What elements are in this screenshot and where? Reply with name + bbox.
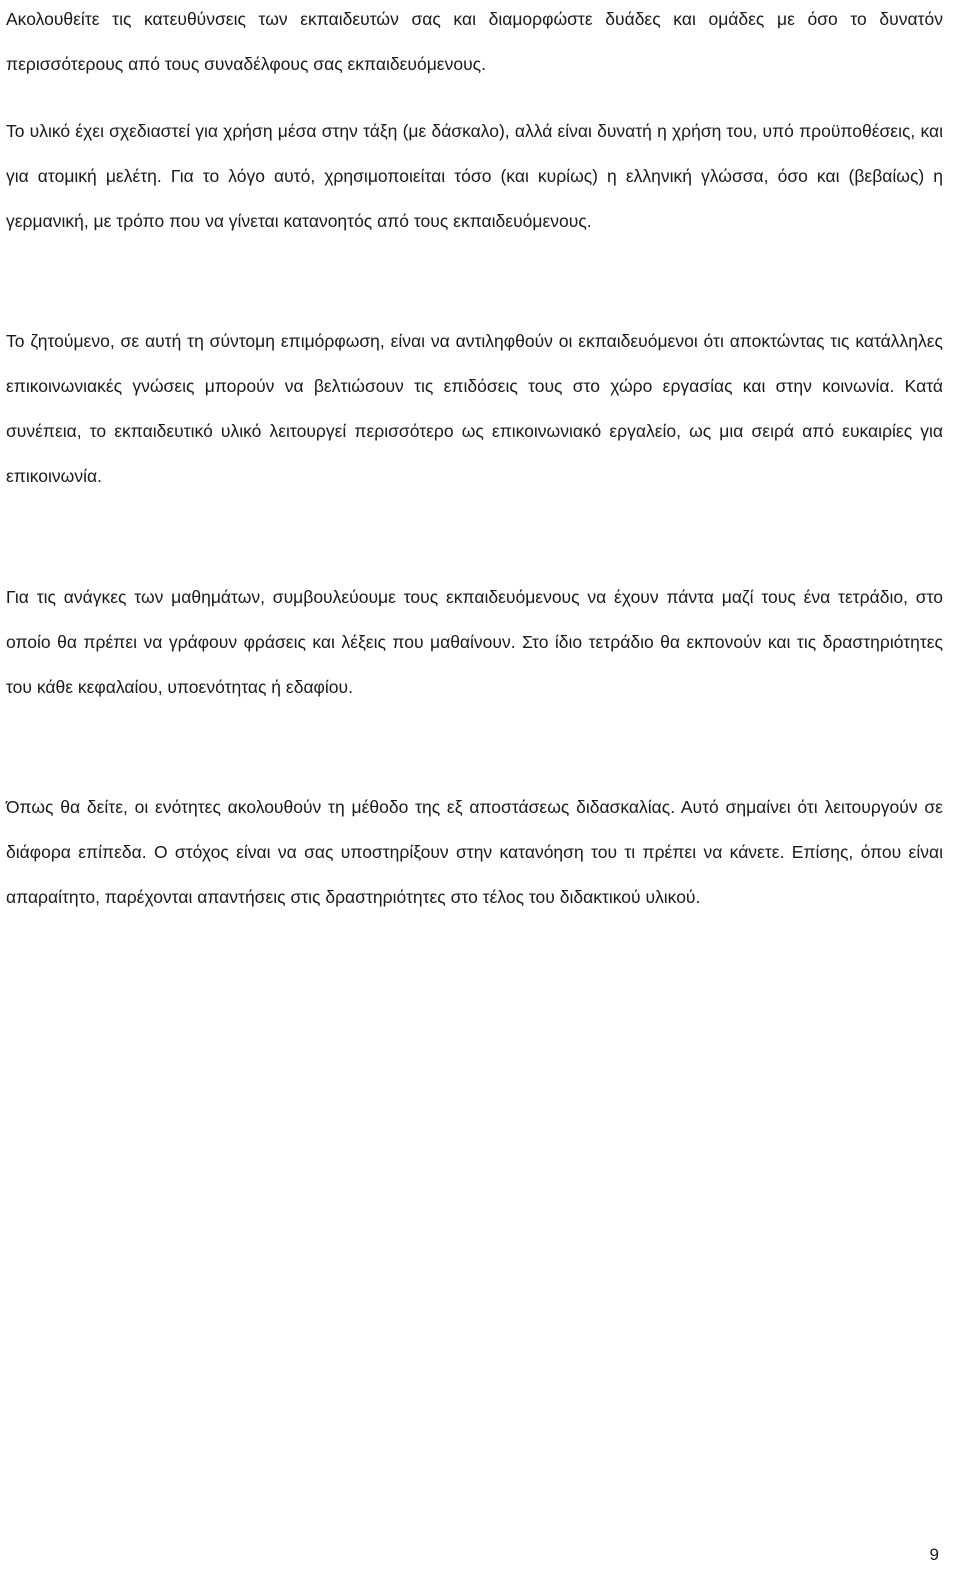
paragraph-material-usage: Το υλικό έχει σχεδιαστεί για χρήση μέσα στην τάξη (με δάσκαλο), αλλά είναι δυνατή η χρήση του, υπό προϋποθέσεις, και για ατομική μελέτη. Για το λόγο αυτό, χρησιμοποιείται τόσο (και κυρίως) η ελληνική γλώσσα, όσο και (βεβαίως) η γερμανική, με τρόπο που να γίνεται κατανοητός από τους εκπαιδευόμενους.	[6, 121, 943, 231]
page-number: 9	[929, 1545, 939, 1564]
document-page	[6, 0, 943, 1594]
paragraph-notebook-advice: Για τις ανάγκες των μαθημάτων, συμβουλεύουμε τους εκπαιδευόμενους να έχουν πάντα μαζί τους ένα τετράδιο, στο οποίο θα πρέπει να γράφουν φράσεις και λέξεις που μαθαίνουν. Στο ίδιο τετράδιο θα εκπονούν και τις δραστηριότητες του κάθε κεφαλαίου, υποενότητας ή εδαφίου.	[6, 587, 943, 697]
paragraph-training-goal: Το ζητούμενο, σε αυτή τη σύντομη επιμόρφωση, είναι να αντιληφθούν οι εκπαιδευόμενοι ότι αποκτώντας τις κατάλληλες επικοινωνιακές γνώσεις μπορούν να βελτιώσουν τις επιδόσεις τους στο χώρο εργασίας και στην κοινωνία. Κατά συνέπεια, το εκπαιδευτικό υλικό λειτουργεί περισσότερο ως επικοινωνιακό εργαλείο, ως μια σειρά από ευκαιρίες για επικοινωνία.	[6, 331, 943, 486]
paragraph-collaboration: Ακολουθείτε τις κατευθύνσεις των εκπαιδευτών σας και διαμορφώστε δυάδες και ομάδες με όσο το δυνατόν περισσότερους από τους συναδέλφους σας εκπαιδευόμενους.	[6, 9, 943, 74]
paragraph-distance-method: Όπως θα δείτε, οι ενότητες ακολουθούν τη μέθοδο της εξ αποστάσεως διδασκαλίας. Αυτό σημαίνει ότι λειτουργούν σε διάφορα επίπεδα. Ο στόχος είναι να σας υποστηρίξουν στην κατανόηση του τι πρέπει να κάνετε. Επίσης, όπου είναι απαραίτητο, παρέχονται απαντήσεις στις δραστηριότητες στο τέλος του διδακτικού υλικού.	[6, 797, 943, 907]
